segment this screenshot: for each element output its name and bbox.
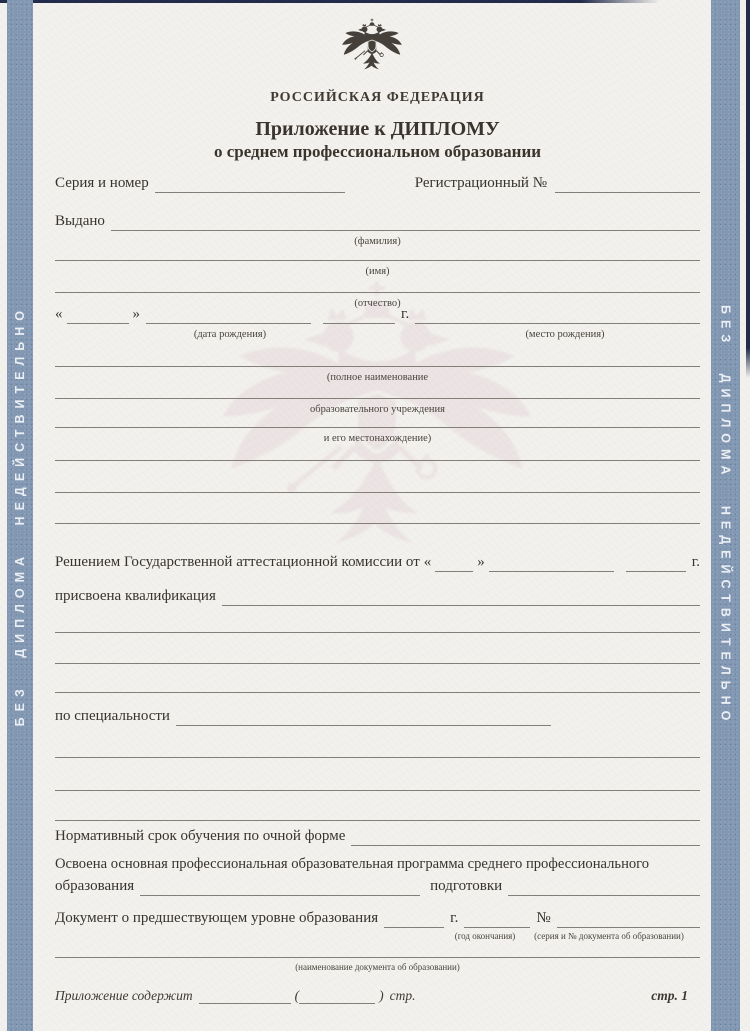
qualification-label: присвоена квалификация (55, 588, 216, 604)
page-number: стр. 1 (651, 988, 688, 1003)
institution-caption-1: (полное наименование (326, 372, 429, 383)
birthplace-field (415, 307, 700, 324)
training-label: подготовки (430, 878, 503, 894)
birthplace-caption: (место рождения) (525, 329, 605, 340)
pages-abbr: стр. (389, 988, 416, 1003)
name-caption: (имя) (365, 266, 390, 277)
document-name-caption: (наименование документа об образовании) (295, 962, 460, 972)
russia-coat-of-arms-icon (340, 12, 404, 84)
scan-edge-right (746, 0, 750, 378)
issued-row (55, 212, 700, 231)
qualification-field-2 (55, 632, 700, 633)
commission-label: Решением Государственной аттестационной комиссии от (55, 554, 420, 570)
quote-open: « (55, 306, 63, 322)
surname-caption: (фамилия) (354, 236, 401, 247)
institution-field-2 (55, 398, 700, 399)
year-abbr: г. (401, 306, 410, 322)
institution-field-3 (55, 427, 700, 428)
document-title-line2: о среднем профессиональном образовании (213, 142, 542, 161)
decision-day-field (435, 555, 473, 572)
patronymic-caption: (отчество) (354, 298, 401, 309)
qualification-field-4 (55, 692, 700, 693)
qualification-field (222, 589, 700, 606)
country-heading: РОССИЙСКАЯ ФЕДЕРАЦИЯ (270, 90, 485, 105)
institution-field-6 (55, 523, 700, 524)
study-term-field (351, 829, 700, 846)
surname-field (111, 214, 700, 231)
specialty-field (176, 709, 551, 726)
open-paren: ( (294, 988, 300, 1003)
patronymic-field (55, 292, 700, 293)
institution-field-4 (55, 460, 700, 461)
document-series-caption: (серия и № документа об образовании) (534, 931, 684, 941)
issued-label: Выдано (55, 213, 105, 229)
close-paren: ) (379, 988, 384, 1003)
specialty-label: по специальности (55, 708, 170, 724)
specialty-field-3 (55, 790, 700, 791)
birth-day-field (67, 307, 129, 324)
year-abbr: г. (450, 910, 459, 926)
graduation-year-field (384, 911, 444, 928)
document-title-line1: Приложение к ДИПЛОМУ (255, 118, 500, 140)
institution-field-5 (55, 492, 700, 493)
security-band-left (7, 0, 33, 1031)
program-statement: Освоена основная профессиональная образовательная программа среднего профессионального (55, 856, 650, 872)
previous-document-row (55, 909, 700, 928)
scan-edge-top (0, 0, 660, 3)
band-text-right: БЕЗ ДИПЛОМА НЕДЕЙСТВИТЕЛЬНО (718, 304, 733, 727)
institution-caption-3: и его местонахождение) (323, 433, 432, 444)
birthdate-caption: (дата рождения) (193, 329, 267, 340)
number-sign: № (536, 910, 551, 926)
previous-document-label: Документ о предшествующем уровне образования (55, 910, 379, 926)
study-term-row (55, 827, 700, 846)
pages-count-field (199, 988, 291, 1004)
birth-row (55, 305, 700, 324)
education-field (140, 879, 420, 896)
series-label: Серия и номер (55, 175, 149, 191)
education-label: образования (55, 878, 135, 894)
institution-caption-2: образовательного учреждения (310, 404, 445, 415)
birth-year-field (323, 307, 395, 324)
year-abbr: г. (691, 554, 700, 570)
specialty-field-2 (55, 757, 700, 758)
birth-month-field (146, 307, 311, 324)
series-number-field (155, 176, 345, 193)
pages-count-words-field (299, 988, 375, 1004)
document-number-field (557, 911, 700, 928)
graduation-year-caption: (год окончания) (454, 931, 516, 941)
decision-month-field (489, 555, 614, 572)
study-term-label: Нормативный срок обучения по очной форме (55, 828, 346, 844)
quote-open: « (423, 554, 432, 570)
footer-row (55, 986, 700, 1004)
band-text-left: БЕЗ ДИПЛОМА НЕДЕЙСТВИТЕЛЬНО (13, 304, 27, 727)
document-name-field (55, 957, 700, 958)
education-training-row (55, 877, 700, 896)
commission-row (55, 553, 700, 572)
institution-field-1 (55, 366, 700, 367)
document-series-field (464, 911, 530, 928)
series-registration-row (55, 174, 700, 193)
specialty-row (55, 707, 700, 726)
registration-number-field (555, 176, 700, 193)
specialty-field-4 (55, 820, 700, 821)
training-field (508, 879, 700, 896)
qualification-field-3 (55, 663, 700, 664)
qualification-row (55, 587, 700, 606)
quote-close: » (132, 306, 140, 322)
quote-close: » (477, 554, 485, 570)
name-field (55, 260, 700, 261)
security-band-right (711, 0, 740, 1031)
contains-label: Приложение содержит (55, 988, 193, 1003)
decision-year-field (626, 555, 686, 572)
registration-label: Регистрационный № (414, 175, 547, 191)
